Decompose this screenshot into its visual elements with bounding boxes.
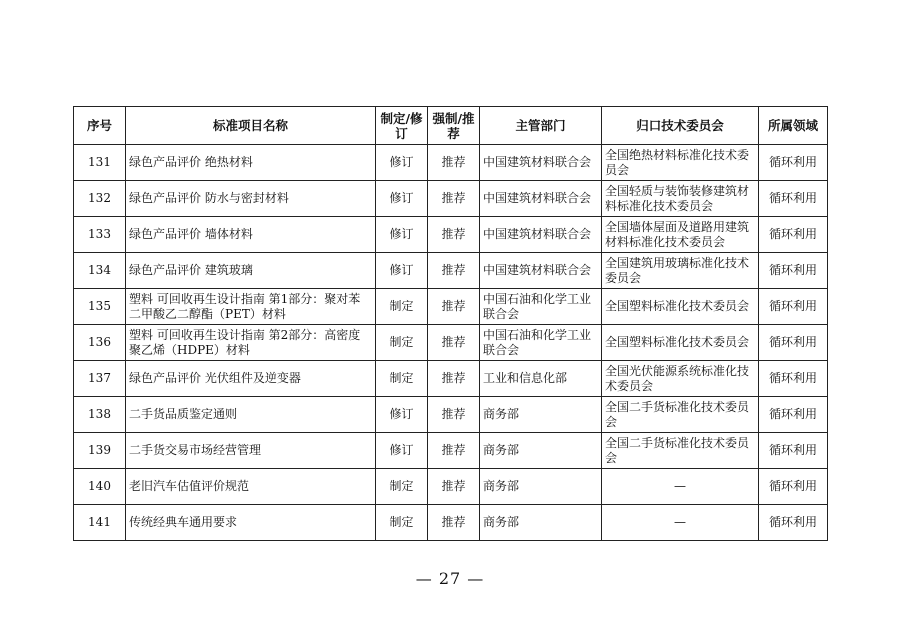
standards-table [73,106,828,541]
cell-name: 老旧汽车估值评价规范 [126,469,376,505]
table-row [74,325,828,361]
cell-force: 推荐 [428,217,480,253]
cell-dept: 中国石油和化学工业联合会 [480,325,602,361]
cell-name: 塑料 可回收再生设计指南 第1部分：聚对苯二甲酸乙二醇酯（PET）材料 [126,289,376,325]
cell-name: 绿色产品评价 光伏组件及逆变器 [126,361,376,397]
cell-no: 133 [74,217,126,253]
cell-field: 循环利用 [759,145,828,181]
cell-name: 绿色产品评价 建筑玻璃 [126,253,376,289]
table-row [74,145,828,181]
table-header-row [74,107,828,145]
cell-name: 二手货交易市场经营管理 [126,433,376,469]
header-type: 制定/修订 [376,107,428,145]
cell-committee: 全国二手货标准化技术委员会 [602,433,759,469]
cell-type: 制定 [376,505,428,541]
cell-committee: 全国光伏能源系统标准化技术委员会 [602,361,759,397]
cell-committee: 全国墙体屋面及道路用建筑材料标准化技术委员会 [602,217,759,253]
cell-force: 推荐 [428,361,480,397]
cell-force: 推荐 [428,181,480,217]
cell-no: 132 [74,181,126,217]
header-no: 序号 [74,107,126,145]
cell-no: 134 [74,253,126,289]
cell-field: 循环利用 [759,505,828,541]
table-row [74,217,828,253]
cell-no: 141 [74,505,126,541]
table-row [74,361,828,397]
table-row [74,181,828,217]
cell-name: 塑料 可回收再生设计指南 第2部分：高密度聚乙烯（HDPE）材料 [126,325,376,361]
cell-field: 循环利用 [759,397,828,433]
cell-type: 修订 [376,433,428,469]
cell-no: 138 [74,397,126,433]
cell-force: 推荐 [428,469,480,505]
cell-field: 循环利用 [759,433,828,469]
cell-type: 修订 [376,145,428,181]
cell-type: 修订 [376,397,428,433]
table-row [74,253,828,289]
cell-dept: 中国建筑材料联合会 [480,181,602,217]
header-name: 标准项目名称 [126,107,376,145]
cell-field: 循环利用 [759,361,828,397]
cell-type: 修订 [376,217,428,253]
cell-committee: 全国绝热材料标准化技术委员会 [602,145,759,181]
cell-force: 推荐 [428,289,480,325]
cell-no: 140 [74,469,126,505]
table-row [74,397,828,433]
cell-force: 推荐 [428,397,480,433]
cell-dept: 工业和信息化部 [480,361,602,397]
cell-name: 二手货品质鉴定通则 [126,397,376,433]
cell-committee: — [602,505,759,541]
cell-dept: 商务部 [480,505,602,541]
table-row [74,289,828,325]
cell-dept: 中国建筑材料联合会 [480,217,602,253]
cell-dept: 中国建筑材料联合会 [480,145,602,181]
table-row [74,505,828,541]
cell-force: 推荐 [428,253,480,289]
header-dept: 主管部门 [480,107,602,145]
cell-committee: — [602,469,759,505]
cell-no: 131 [74,145,126,181]
cell-committee: 全国塑料标准化技术委员会 [602,325,759,361]
cell-no: 136 [74,325,126,361]
table-row [74,469,828,505]
cell-committee: 全国二手货标准化技术委员会 [602,397,759,433]
cell-type: 制定 [376,289,428,325]
cell-no: 139 [74,433,126,469]
cell-no: 135 [74,289,126,325]
cell-field: 循环利用 [759,253,828,289]
header-force: 强制/推荐 [428,107,480,145]
cell-type: 修订 [376,253,428,289]
cell-no: 137 [74,361,126,397]
table-row [74,433,828,469]
page-number: — 27 — [415,569,485,588]
cell-name: 绿色产品评价 墙体材料 [126,217,376,253]
cell-committee: 全国建筑用玻璃标准化技术委员会 [602,253,759,289]
cell-field: 循环利用 [759,469,828,505]
cell-type: 制定 [376,469,428,505]
cell-field: 循环利用 [759,181,828,217]
cell-name: 绿色产品评价 防水与密封材料 [126,181,376,217]
cell-force: 推荐 [428,325,480,361]
cell-name: 传统经典车通用要求 [126,505,376,541]
cell-dept: 商务部 [480,469,602,505]
table-body [74,145,828,541]
cell-dept: 商务部 [480,397,602,433]
cell-committee: 全国轻质与装饰装修建筑材料标准化技术委员会 [602,181,759,217]
cell-name: 绿色产品评价 绝热材料 [126,145,376,181]
cell-type: 修订 [376,181,428,217]
cell-dept: 商务部 [480,433,602,469]
cell-committee: 全国塑料标准化技术委员会 [602,289,759,325]
cell-force: 推荐 [428,145,480,181]
cell-dept: 中国石油和化学工业联合会 [480,289,602,325]
cell-type: 制定 [376,361,428,397]
cell-field: 循环利用 [759,217,828,253]
cell-field: 循环利用 [759,289,828,325]
cell-field: 循环利用 [759,325,828,361]
cell-force: 推荐 [428,505,480,541]
cell-type: 制定 [376,325,428,361]
header-committee: 归口技术委员会 [602,107,759,145]
cell-force: 推荐 [428,433,480,469]
header-field: 所属领域 [759,107,828,145]
cell-dept: 中国建筑材料联合会 [480,253,602,289]
